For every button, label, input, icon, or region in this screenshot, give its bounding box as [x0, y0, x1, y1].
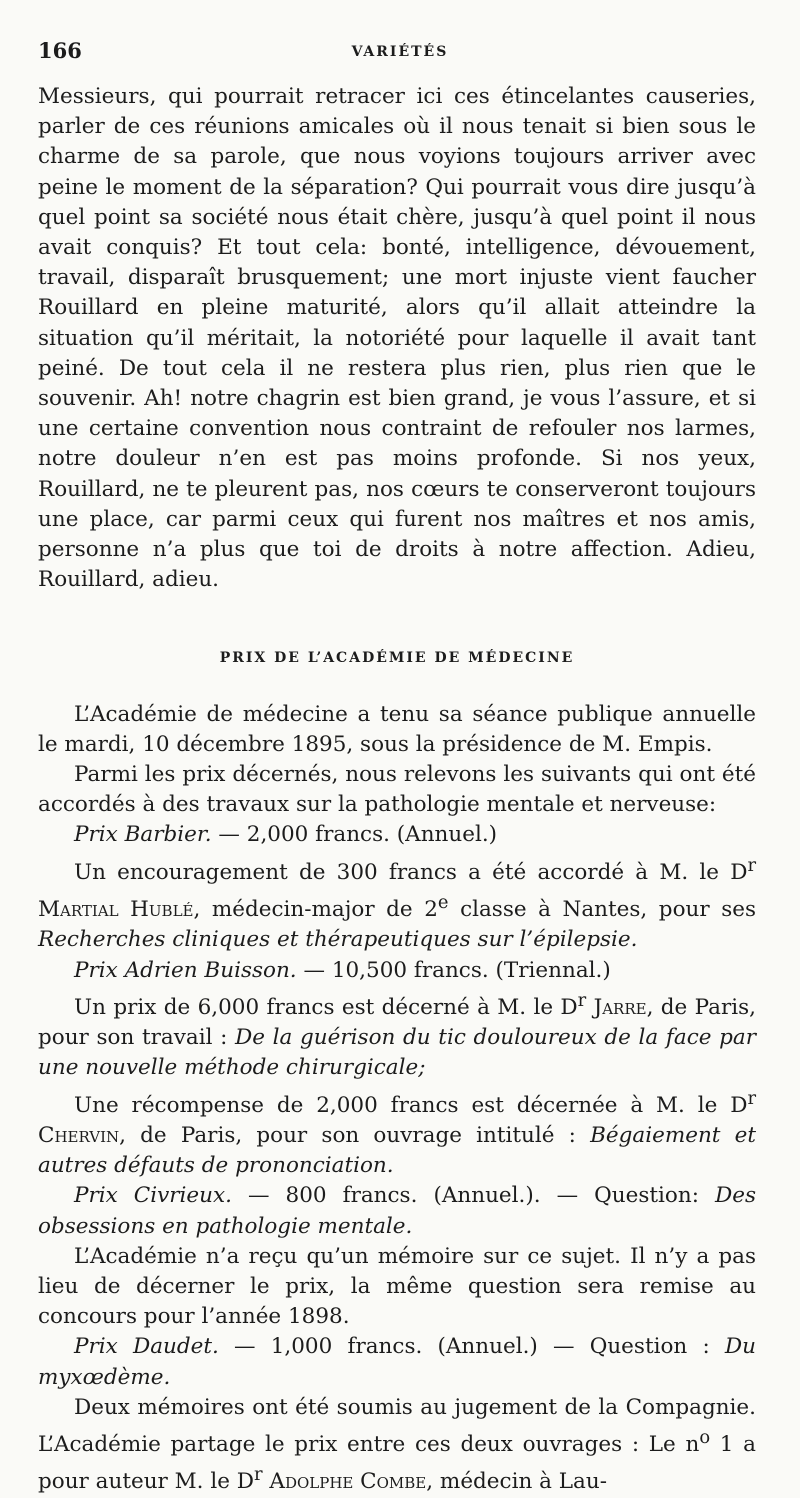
paragraph-prix-intro: Parmi les prix décernés, nous relevons les suivants qui ont été accordés à des travaux sur la pathologie mentale et nerveuse: — [38, 762, 756, 818]
paragraph-deux-memoires: Deux mémoires ont été soumis au jugement de la Compagnie. L’Académie partage le prix entre ces deux ouvrages : Le $n^o$ 1 a pour auteur M. le $D^r$ Adolphe Combe, médecin à Lau- — [38, 1394, 756, 1495]
prize-barbier: Prix Barbier. — 2,000 francs. (Annuel.) — [74, 822, 498, 848]
paragraph-jarre: Un prix de 6,000 francs est décerné à M. le $D^r$ Jarre, de Paris, pour son travail : De la guérison du tic douloureux de la face par une nouvelle méthode chirurgicale; — [38, 989, 756, 1081]
prize-daudet: Prix Daudet. — 1,000 francs. (Annuel.) — Question : Du myxœdème. — [38, 1334, 756, 1390]
author-name: Chervin — [38, 1122, 120, 1148]
work-title: Recherches cliniques et thérapeutiques sur l’épilepsie. — [38, 927, 638, 953]
author-name: Adolphe Combe — [262, 1469, 427, 1495]
prize-civrieux: Prix Civrieux. — 800 francs. (Annuel.). — Question: Des obsessions en pathologie mentale. — [38, 1183, 756, 1239]
paragraph-eulogy: Messieurs, qui pourrait retracer ici ces étincelantes causeries, parler de ces réunions amicales où il nous tenait si bien sous le charme de sa parole, que nous voyions toujours arriver avec peine le moment de la séparation? Qui pourrait vous dire jusqu’à quel point sa société nous était chère, jusqu’à quel point il nous avait conquis? Et tout cela: bonté, intelligence, dévouement, travail, disparaît brusquement; une mort injuste vient faucher Rouillard en pleine maturité, alors qu’il allait atteindre la situation qu’il méritait, la notoriété pour laquelle il avait tant peiné. De tout cela il ne restera plus rien, plus rien que le souvenir. Ah! notre chagrin est bien grand, je vous l’assure, et si une certaine convention nous contraint de refouler nos larmes, notre douleur n’en est pas moins profonde. Si nos yeux, Rouillard, ne te pleurent pas, nos cœurs te conserveront toujours une place, car parmi ceux qui furent nos maîtres et nos amis, personne n’a plus que toi de droits à notre affection. Adieu, Rouillard, adieu. — [38, 84, 756, 593]
author-name: Martial Hublé — [38, 897, 194, 923]
work-title: Bégaiement et autres défauts de prononciation. — [38, 1122, 756, 1179]
prize-buisson: Prix Adrien Buisson. — 10,500 francs. (Triennal.) — [74, 957, 611, 983]
paragraph-seance: L’Académie de médecine a tenu sa séance publique annuelle le mardi, 10 décembre 1895, sous la présidence de M. Empis. — [38, 701, 756, 757]
work-title: De la guérison du tic douloureux de la face par une nouvelle méthode chirurgicale; — [38, 1025, 756, 1081]
section-title: PRIX DE L’ACADÉMIE DE MÉDECINE — [219, 650, 575, 667]
page-header — [38, 38, 762, 70]
body-text — [38, 82, 756, 1498]
prize-name: Prix Barbier. — [74, 822, 212, 848]
paragraph-memoire: L’Académie n’a reçu qu’un mémoire sur ce sujet. Il n’y a pas lieu de décerner le prix, la même question sera remise au concours pour l’année 1898. — [38, 1243, 756, 1330]
question-title: Du myxœdème. — [38, 1334, 756, 1390]
paragraph-chervin: Une récompense de 2,000 francs est décernée à M. le $D^r$ Chervin, de Paris, pour son ouvrage intitulé : Bégaiement et autres défauts de prononciation. — [38, 1087, 756, 1179]
paragraph-encouragement: Un encouragement de 300 francs a été accordé à M. le $D^r$ Martial Hublé, médecin-major de 2e classe à Nantes, pour ses Recherches cliniques et thérapeutiques sur l’épilepsie. — [38, 854, 756, 953]
prize-name: Prix Adrien Buisson. — [74, 957, 297, 983]
author-name: Jarre — [586, 994, 647, 1020]
page-number: 166 — [38, 38, 82, 63]
prize-name: Prix Civrieux. — [74, 1183, 232, 1209]
question-title: Des obsessions en pathologie mentale. — [38, 1183, 756, 1239]
running-head: VARIÉTÉS — [351, 44, 449, 60]
prize-name: Prix Daudet. — [74, 1334, 219, 1360]
